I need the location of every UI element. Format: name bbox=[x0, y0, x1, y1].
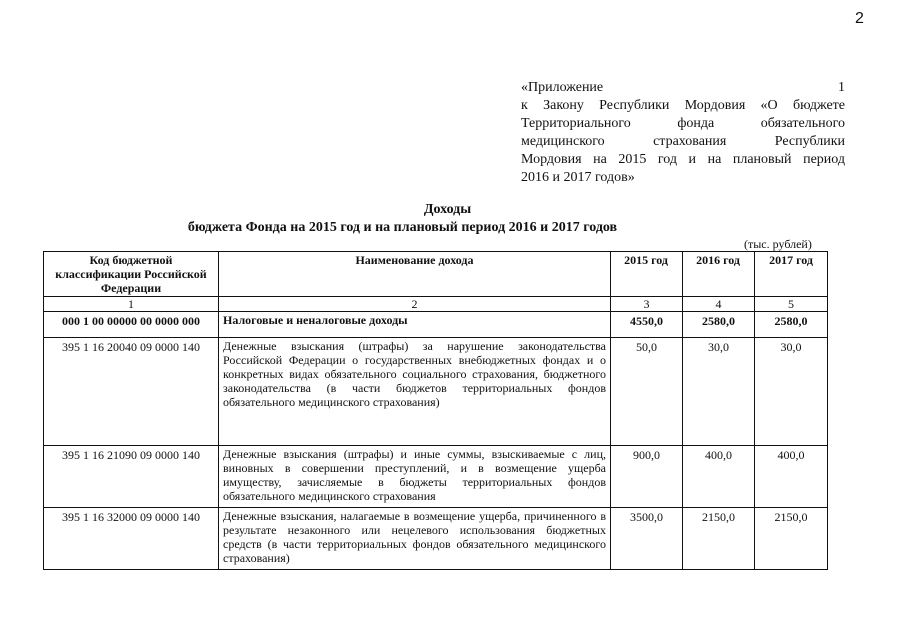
row-2017: 400,0 bbox=[755, 446, 828, 508]
row-2016: 2150,0 bbox=[683, 508, 755, 570]
row-2017: 30,0 bbox=[755, 338, 828, 446]
page-number: 2 bbox=[855, 10, 864, 27]
row-2016: 2580,0 bbox=[683, 312, 755, 338]
column-number: 1 bbox=[44, 297, 219, 312]
row-code: 000 1 00 00000 00 0000 000 bbox=[44, 312, 219, 338]
column-number: 4 bbox=[683, 297, 755, 312]
header-2017: 2017 год bbox=[755, 252, 828, 297]
unit-label: (тыс. рублей) bbox=[744, 237, 812, 251]
column-number: 3 bbox=[611, 297, 683, 312]
row-2015: 4550,0 bbox=[611, 312, 683, 338]
row-name: Налоговые и неналоговые доходы bbox=[219, 312, 611, 338]
table-row bbox=[44, 508, 828, 570]
appendix-line: Территориального фонда обязательного bbox=[521, 116, 845, 131]
column-number: 5 bbox=[755, 297, 828, 312]
row-2016: 30,0 bbox=[683, 338, 755, 446]
column-number: 2 bbox=[219, 297, 611, 312]
revenue-table bbox=[43, 251, 828, 570]
row-name: Денежные взыскания (штрафы) и иные суммы, взыскиваемые с лиц, виновных в совершении преступлений, и в возмещение ущерба имуществу, зачисляемые в бюджеты территориальных фондов обязательного медицинского страхования bbox=[219, 446, 611, 508]
table-row bbox=[44, 312, 828, 338]
header-2016: 2016 год bbox=[683, 252, 755, 297]
row-code: 395 1 16 21090 09 0000 140 bbox=[44, 446, 219, 508]
row-2015: 50,0 bbox=[611, 338, 683, 446]
appendix-line: 2016 и 2017 годов» bbox=[521, 170, 635, 185]
title-line-2: бюджета Фонда на 2015 год и на плановый период 2016 и 2017 годов bbox=[187, 220, 618, 235]
appendix-line: медицинского страхования Республики bbox=[521, 134, 845, 149]
row-2016: 400,0 bbox=[683, 446, 755, 508]
appendix-line: «Приложение 1 bbox=[521, 80, 845, 95]
appendix-note bbox=[521, 79, 845, 187]
row-code: 395 1 16 32000 09 0000 140 bbox=[44, 508, 219, 570]
appendix-line: к Закону Республики Мордовия «О бюджете bbox=[521, 98, 845, 113]
title-line-1: Доходы bbox=[423, 202, 472, 217]
row-2015: 900,0 bbox=[611, 446, 683, 508]
table-header-row bbox=[44, 252, 828, 297]
document-title bbox=[0, 201, 905, 237]
table-row bbox=[44, 446, 828, 508]
appendix-line: Мордовия на 2015 год и на плановый период bbox=[521, 152, 845, 167]
row-name: Денежные взыскания, налагаемые в возмещение ущерба, причиненного в результате незаконного или нецелевого использования бюджетных средств (в части территориальных фондов обязательного медицинского страхования) bbox=[219, 508, 611, 570]
table-row bbox=[44, 338, 828, 446]
row-2015: 3500,0 bbox=[611, 508, 683, 570]
header-code: Код бюджетной классификации Российской Федерации bbox=[44, 252, 219, 297]
row-2017: 2580,0 bbox=[755, 312, 828, 338]
header-2015: 2015 год bbox=[611, 252, 683, 297]
row-2017: 2150,0 bbox=[755, 508, 828, 570]
column-number-row bbox=[44, 297, 828, 312]
row-name: Денежные взыскания (штрафы) за нарушение законодательства Российской Федерации о государственных внебюджетных фондах и о конкретных видах обязательного социального страхования, бюджетного законодательства (в части бюджетов территориальных фондов обязательного медицинского страхования) bbox=[219, 338, 611, 446]
header-name: Наименование дохода bbox=[219, 252, 611, 297]
row-code: 395 1 16 20040 09 0000 140 bbox=[44, 338, 219, 446]
